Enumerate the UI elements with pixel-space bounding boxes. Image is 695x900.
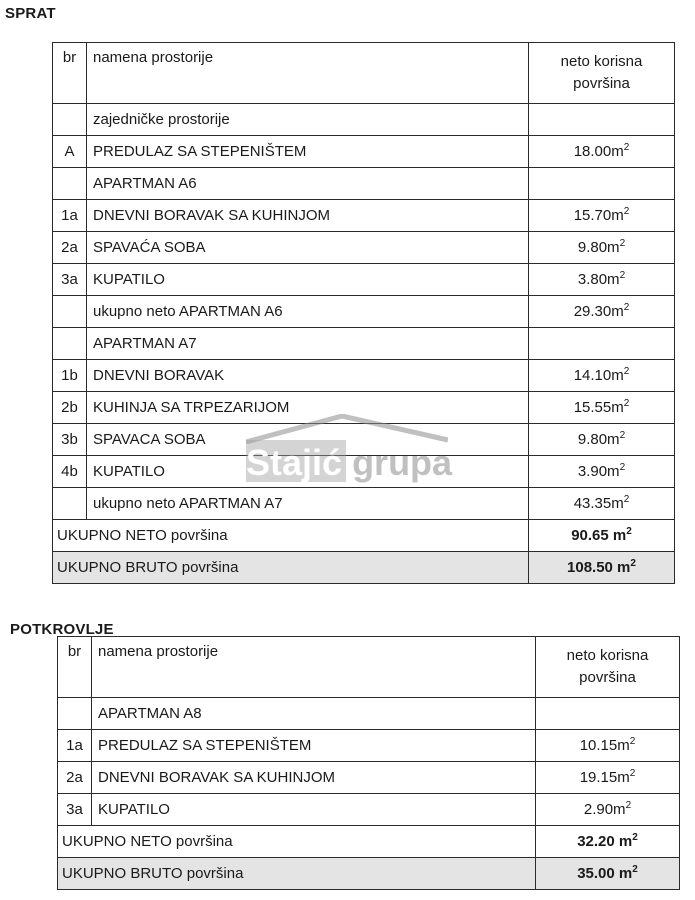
header-area-line2: površina — [579, 669, 636, 686]
header-area-line1: neto korisna — [566, 647, 649, 664]
unit-exponent: 2 — [629, 736, 636, 747]
neto-total-row — [58, 826, 680, 858]
table-row — [53, 456, 675, 488]
area-value: 10.15m — [579, 737, 630, 754]
bruto-total-label: UKUPNO BRUTO površina — [53, 552, 529, 584]
row-area — [536, 730, 680, 762]
header-name: namena prostorije — [92, 637, 536, 698]
row-br: 2b — [53, 392, 87, 424]
row-br — [58, 698, 92, 730]
table-row — [58, 762, 680, 794]
neto-total-value — [536, 826, 680, 858]
area-value: 18.00m — [573, 143, 624, 160]
table-header — [53, 43, 675, 104]
row-area — [529, 200, 675, 232]
row-br: 1a — [58, 730, 92, 762]
unit-exponent: 2 — [629, 768, 636, 779]
header-area-line2: površina — [573, 75, 630, 92]
row-area — [536, 698, 680, 730]
table-header — [58, 637, 680, 698]
row-area — [529, 360, 675, 392]
row-br — [53, 488, 87, 520]
row-name: KUPATILO — [87, 264, 529, 296]
unit-exponent: 2 — [623, 206, 630, 217]
bruto-total-label: UKUPNO BRUTO površina — [58, 858, 536, 890]
sprat-table — [52, 42, 675, 584]
area-value: 9.80m — [577, 239, 620, 256]
table-row — [53, 296, 675, 328]
row-area — [529, 264, 675, 296]
row-name: SPAVACA SOBA — [87, 424, 529, 456]
area-value: 2.90m — [583, 801, 626, 818]
unit-exponent: 2 — [623, 142, 630, 153]
table-row — [53, 136, 675, 168]
row-name: zajedničke prostorije — [87, 104, 529, 136]
row-br: A — [53, 136, 87, 168]
row-br: 3a — [58, 794, 92, 826]
header-area — [529, 43, 675, 104]
bruto-total-row — [53, 552, 675, 584]
row-area — [529, 168, 675, 200]
row-br: 1a — [53, 200, 87, 232]
header-br: br — [58, 637, 92, 698]
row-name: KUPATILO — [92, 794, 536, 826]
row-name: PREDULAZ SA STEPENIŠTEM — [87, 136, 529, 168]
area-value: 15.55m — [573, 399, 624, 416]
row-br — [53, 328, 87, 360]
row-name: ukupno neto APARTMAN A6 — [87, 296, 529, 328]
row-area — [529, 232, 675, 264]
table-row — [58, 794, 680, 826]
row-br: 1b — [53, 360, 87, 392]
row-area — [529, 456, 675, 488]
area-value: 14.10m — [573, 367, 624, 384]
potkrovlje-title: POTKROVLJE — [10, 621, 114, 638]
neto-total-value — [529, 520, 675, 552]
bruto-total-value — [536, 858, 680, 890]
row-name: DNEVNI BORAVAK SA KUHINJOM — [92, 762, 536, 794]
row-area — [536, 794, 680, 826]
row-br: 3b — [53, 424, 87, 456]
area-value: 90.65 m — [571, 527, 627, 544]
row-area — [529, 296, 675, 328]
unit-exponent: 2 — [623, 302, 630, 313]
row-name: KUHINJA SA TRPEZARIJOM — [87, 392, 529, 424]
row-area — [529, 104, 675, 136]
row-name: SPAVAĆA SOBA — [87, 232, 529, 264]
row-name: APARTMAN A7 — [87, 328, 529, 360]
table-row — [53, 200, 675, 232]
neto-total-row — [53, 520, 675, 552]
row-name: KUPATILO — [87, 456, 529, 488]
bruto-total-row — [58, 858, 680, 890]
unit-exponent: 2 — [625, 800, 632, 811]
unit-exponent: 2 — [630, 558, 636, 569]
table-row — [53, 424, 675, 456]
table-row — [53, 104, 675, 136]
area-value: 108.50 m — [567, 559, 631, 576]
unit-exponent: 2 — [632, 864, 638, 875]
row-area — [529, 488, 675, 520]
unit-exponent: 2 — [623, 366, 630, 377]
row-area — [536, 762, 680, 794]
area-value: 35.00 m — [577, 865, 633, 882]
row-br — [53, 104, 87, 136]
sprat-title: SPRAT — [5, 5, 56, 22]
watermark-part1: Stajić — [246, 442, 343, 483]
area-value: 29.30m — [573, 303, 624, 320]
row-br: 2a — [58, 762, 92, 794]
unit-exponent: 2 — [619, 430, 626, 441]
row-area — [529, 392, 675, 424]
unit-exponent: 2 — [619, 238, 626, 249]
neto-total-label: UKUPNO NETO površina — [58, 826, 536, 858]
area-value: 3.80m — [577, 271, 620, 288]
row-name: DNEVNI BORAVAK — [87, 360, 529, 392]
row-br: 2a — [53, 232, 87, 264]
watermark-part2: grupa — [352, 442, 453, 483]
row-name: DNEVNI BORAVAK SA KUHINJOM — [87, 200, 529, 232]
unit-exponent: 2 — [623, 494, 630, 505]
area-value: 9.80m — [577, 431, 620, 448]
row-name: PREDULAZ SA STEPENIŠTEM — [92, 730, 536, 762]
sprat-table-body — [53, 43, 675, 584]
neto-total-label: UKUPNO NETO površina — [53, 520, 529, 552]
table-row — [53, 392, 675, 424]
bruto-total-value — [529, 552, 675, 584]
unit-exponent: 2 — [623, 398, 630, 409]
unit-exponent: 2 — [632, 832, 638, 843]
table-row — [58, 730, 680, 762]
table-row — [53, 360, 675, 392]
area-value: 32.20 m — [577, 833, 633, 850]
header-br: br — [53, 43, 87, 104]
unit-exponent: 2 — [619, 270, 626, 281]
row-br — [53, 296, 87, 328]
table-row — [53, 264, 675, 296]
potkrovlje-table-body — [58, 637, 680, 890]
table-row — [53, 328, 675, 360]
row-name: ukupno neto APARTMAN A7 — [87, 488, 529, 520]
table-row — [58, 698, 680, 730]
unit-exponent: 2 — [619, 462, 626, 473]
table-row — [53, 488, 675, 520]
potkrovlje-table — [57, 636, 680, 890]
row-name: APARTMAN A8 — [92, 698, 536, 730]
unit-exponent: 2 — [626, 526, 632, 537]
area-value: 43.35m — [573, 495, 624, 512]
area-value: 15.70m — [573, 207, 624, 224]
row-area — [529, 424, 675, 456]
area-value: 3.90m — [577, 463, 620, 480]
row-name: APARTMAN A6 — [87, 168, 529, 200]
row-area — [529, 328, 675, 360]
row-br — [53, 168, 87, 200]
area-value: 19.15m — [579, 769, 630, 786]
header-area-line1: neto korisna — [560, 53, 643, 70]
header-name: namena prostorije — [87, 43, 529, 104]
table-row — [53, 232, 675, 264]
row-br: 4b — [53, 456, 87, 488]
table-row — [53, 168, 675, 200]
row-area — [529, 136, 675, 168]
header-area — [536, 637, 680, 698]
row-br: 3a — [53, 264, 87, 296]
